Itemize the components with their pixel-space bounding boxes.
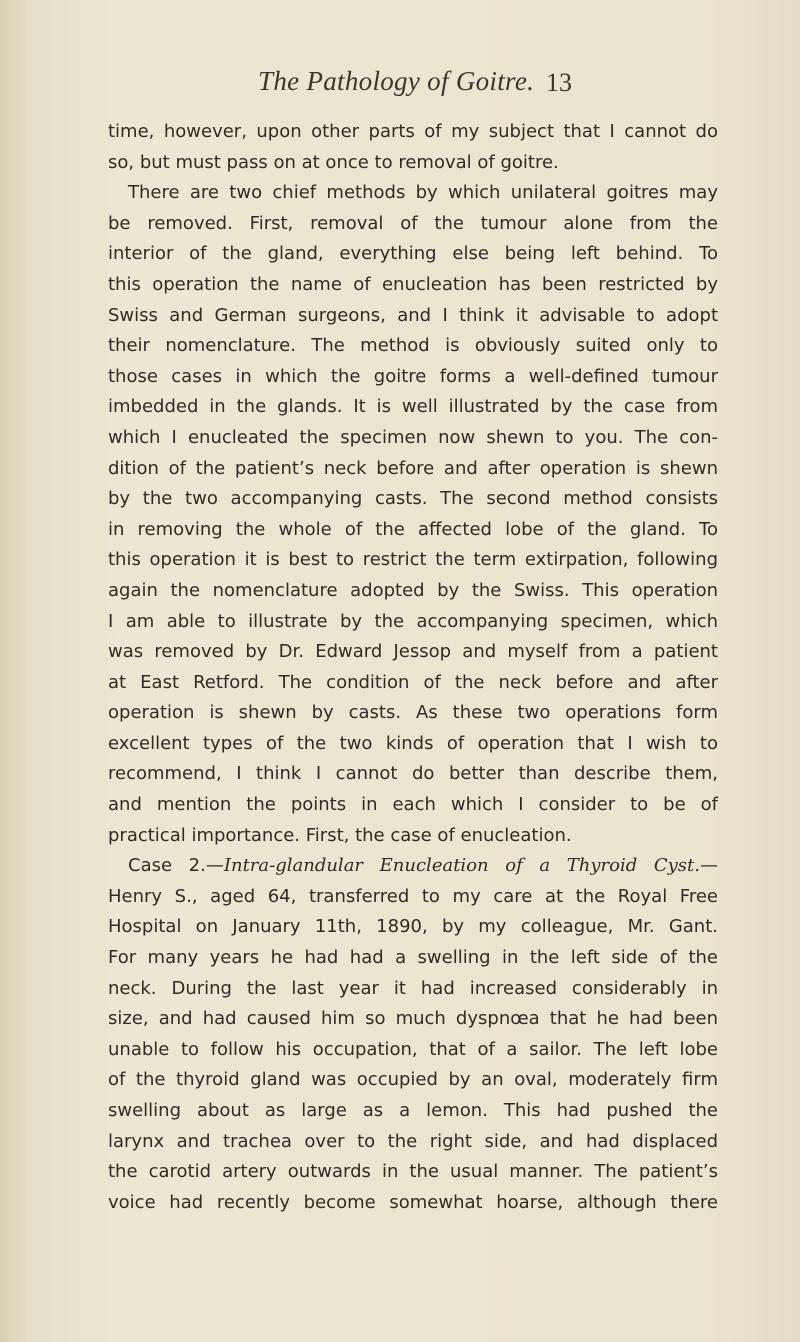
text-run: the carotid artery outwards in the usual manner. The patient’s <box>108 1161 718 1183</box>
text-run: of the thyroid gland was occupied by an oval, moderately firm <box>108 1069 718 1091</box>
text-line <box>108 729 718 760</box>
text-run: interior of the gland, everything else being left behind. To <box>108 243 718 265</box>
text-run: so, but must pass on at once to removal of goitre. <box>108 151 559 173</box>
text-line <box>108 178 718 209</box>
text-run: which I enucleated the specimen now shewn to you. The con- <box>108 426 718 448</box>
text-line <box>108 1127 718 1158</box>
text-run: their nomenclature. The method is obviously suited only to <box>108 335 718 357</box>
text-line <box>108 759 718 790</box>
text-run: in removing the whole of the affected lobe of the gland. To <box>108 518 718 540</box>
text-run: Henry S., aged 64, transferred to my care at the Royal Free <box>108 885 718 907</box>
text-line <box>108 974 718 1005</box>
text-run: recommend, I think I cannot do better than describe them, <box>108 763 718 785</box>
text-run: and mention the points in each which I consider to be of <box>108 794 718 816</box>
text-run: swelling about as large as a lemon. This had pushed the <box>108 1100 718 1121</box>
running-title: The Pathology of Goitre. <box>258 66 535 96</box>
text-run: voice had recently become somewhat hoarse, although there <box>108 1191 718 1213</box>
text-run: imbedded in the glands. It is well illustrated by the case from <box>108 396 718 418</box>
running-head <box>0 66 800 106</box>
body-text <box>108 117 718 1218</box>
text-line <box>108 698 718 729</box>
text-line <box>108 117 718 148</box>
text-run: again the nomenclature adopted by the Swiss. This operation <box>108 579 718 601</box>
text-run: this operation the name of enucleation has been restricted by <box>108 273 718 295</box>
text-run: was removed by Dr. Edward Jessop and myself from a patient <box>108 641 718 663</box>
italic-text-run: Intra-glandular Enucleation of a Thyroid Cyst. <box>223 855 700 877</box>
text-run: For many years he had had a swelling in the left side of the <box>108 947 718 969</box>
text-run: — <box>700 855 718 877</box>
text-line <box>108 912 718 943</box>
text-run: neck. During the last year it had increased considerably in <box>108 977 718 999</box>
text-line <box>108 270 718 301</box>
text-line <box>108 1188 718 1219</box>
text-line <box>108 331 718 362</box>
text-line <box>108 607 718 638</box>
text-run: larynx and trachea over to the right side, and had displaced <box>108 1130 718 1152</box>
text-line <box>108 668 718 699</box>
text-run: this operation it is best to restrict the term extirpation, following <box>108 549 718 571</box>
text-line <box>108 148 718 179</box>
text-line <box>108 1157 718 1188</box>
text-line <box>108 1035 718 1066</box>
text-line <box>108 1096 718 1127</box>
text-line <box>108 423 718 454</box>
text-line <box>108 1004 718 1035</box>
text-line <box>108 821 718 852</box>
text-line <box>108 392 718 423</box>
text-line <box>108 515 718 546</box>
text-line <box>108 484 718 515</box>
text-line <box>108 454 718 485</box>
text-run: time, however, upon other parts of my subject that I cannot do <box>108 121 718 142</box>
text-line <box>108 637 718 668</box>
page-number: 13 <box>546 68 572 97</box>
text-line <box>108 362 718 393</box>
text-line <box>108 239 718 270</box>
text-line <box>108 851 718 882</box>
text-run: unable to follow his occupation, that of a sailor. The left lobe <box>108 1038 718 1060</box>
text-run: operation is shewn by casts. As these two operations form <box>108 702 718 724</box>
text-line <box>108 882 718 913</box>
text-line <box>108 545 718 576</box>
text-line <box>108 943 718 974</box>
text-line <box>108 576 718 607</box>
text-run: excellent types of the two kinds of operation that I wish to <box>108 732 718 754</box>
text-line <box>108 209 718 240</box>
text-run: I am able to illustrate by the accompanying specimen, which <box>108 610 718 632</box>
text-run: Swiss and German surgeons, and I think it advisable to adopt <box>108 304 718 326</box>
text-run: by the two accompanying casts. The second method consists <box>108 488 718 510</box>
text-run: dition of the patient’s neck before and after operation is shewn <box>108 457 718 479</box>
text-run: Case 2.— <box>128 855 224 877</box>
text-run: There are two chief methods by which unilateral goitres may <box>128 182 718 204</box>
text-line <box>108 790 718 821</box>
text-run: at East Retford. The condition of the neck before and after <box>108 671 718 693</box>
text-run: those cases in which the goitre forms a well-defined tumour <box>108 365 718 387</box>
text-line <box>108 1065 718 1096</box>
text-run: practical importance. First, the case of enucleation. <box>108 824 572 846</box>
text-line <box>108 301 718 332</box>
text-run: size, and had caused him so much dyspnœa that he had been <box>108 1008 718 1030</box>
text-run: be removed. First, removal of the tumour alone from the <box>108 212 718 234</box>
text-run: Hospital on January 11th, 1890, by my colleague, Mr. Gant. <box>108 916 718 938</box>
